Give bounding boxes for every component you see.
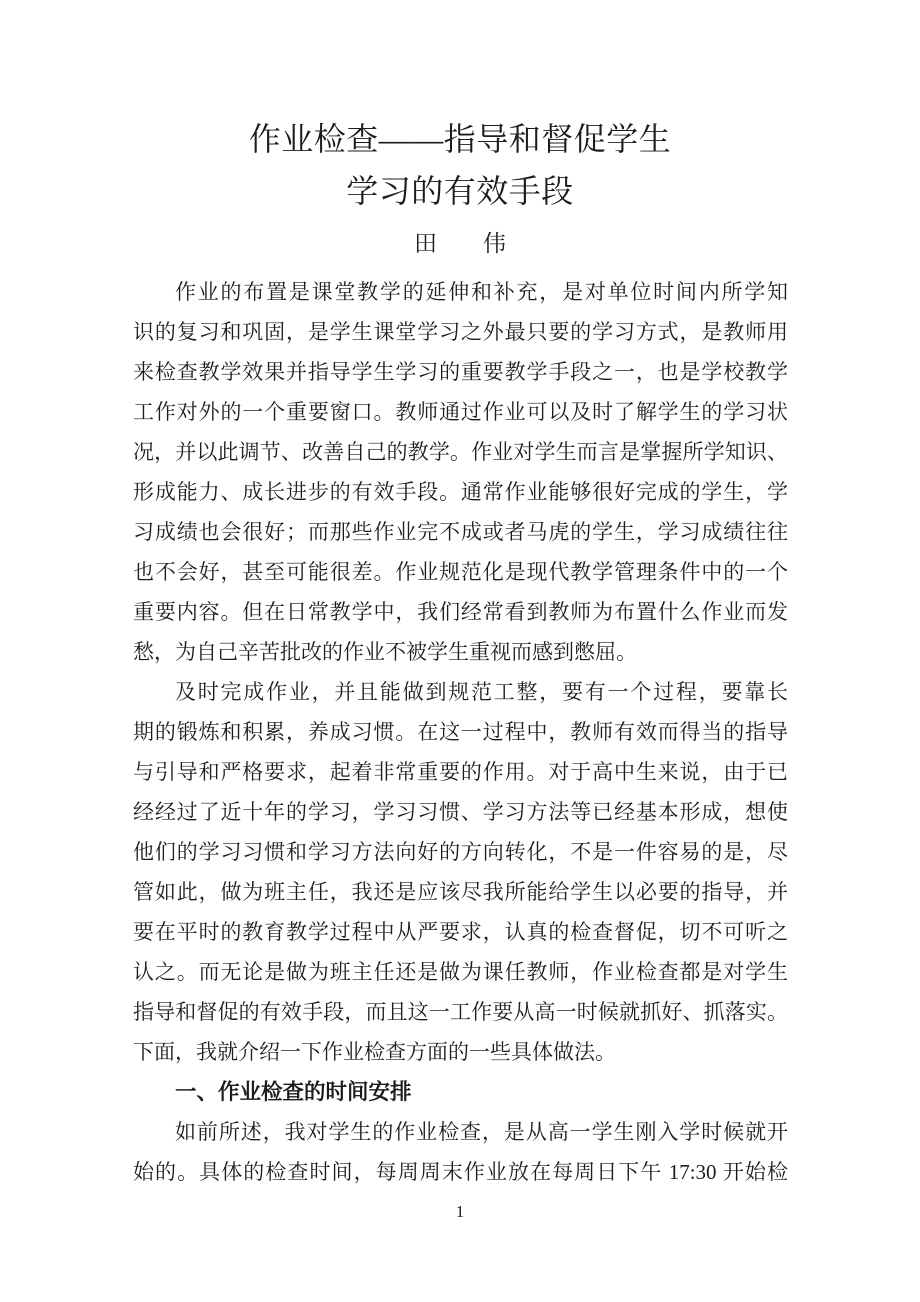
page-number: 1 bbox=[455, 1202, 465, 1221]
title-line-1: 作业检查——指导和督促学生 bbox=[248, 121, 672, 157]
text-line: 期的锻炼和积累，养成习惯。在这一过程中，教师有效而得当的指导 bbox=[133, 720, 788, 744]
text-line: 始的。具体的检查时间，每周周末作业放在每周日下午 17:30 开始检 bbox=[133, 1160, 788, 1184]
text-line: 工作对外的一个重要窗口。教师通过作业可以及时了解学生的学习状 bbox=[133, 400, 788, 424]
text-line: 认之。而无论是做为班主任还是做为课任教师，作业检查都是对学生 bbox=[133, 960, 788, 984]
text-line: 如前所述，我对学生的作业检查，是从高一学生刚入学时候就开 bbox=[175, 1120, 788, 1144]
body-lines bbox=[133, 272, 788, 1192]
author-name: 田 伟 bbox=[414, 231, 506, 256]
document-title bbox=[0, 113, 920, 217]
text-line: 重要内容。但在日常教学中，我们经常看到教师为布置什么作业而发 bbox=[133, 600, 788, 624]
section-heading: 一、作业检查的时间安排 bbox=[175, 1080, 412, 1104]
text-line: 识的复习和巩固，是学生课堂学习之外最只要的学习方式，是教师用 bbox=[133, 320, 788, 344]
text-line: 形成能力、成长进步的有效手段。通常作业能够很好完成的学生，学 bbox=[133, 480, 788, 504]
title-line-2: 学习的有效手段 bbox=[346, 173, 574, 209]
text-line: 经经过了近十年的学习，学习习惯、学习方法等已经基本形成，想使 bbox=[133, 800, 788, 824]
text-line: 况，并以此调节、改善自己的教学。作业对学生而言是掌握所学知识、 bbox=[133, 440, 788, 464]
text-line: 指导和督促的有效手段，而且这一工作要从高一时候就抓好、抓落实。 bbox=[133, 1000, 788, 1024]
text-line: 作业的布置是课堂教学的延伸和补充，是对单位时间内所学知 bbox=[175, 280, 788, 304]
text-line: 也不会好，甚至可能很差。作业规范化是现代教学管理条件中的一个 bbox=[133, 560, 788, 584]
text-line: 下面，我就介绍一下作业检查方面的一些具体做法。 bbox=[133, 1040, 616, 1064]
text-line: 要在平时的教育教学过程中从严要求，认真的检查督促，切不可听之 bbox=[133, 920, 788, 944]
text-line: 愁，为自己辛苦批改的作业不被学生重视而感到憋屈。 bbox=[133, 640, 637, 664]
text-line: 及时完成作业，并且能做到规范工整，要有一个过程，要靠长 bbox=[175, 680, 788, 704]
text-line: 管如此，做为班主任，我还是应该尽我所能给学生以必要的指导，并 bbox=[133, 880, 788, 904]
text-line: 习成绩也会很好；而那些作业完不成或者马虎的学生，学习成绩往往 bbox=[133, 520, 788, 544]
text-line: 来检查教学效果并指导学生学习的重要教学手段之一，也是学校教学 bbox=[133, 360, 788, 384]
text-line: 他们的学习习惯和学习方法向好的方向转化，不是一件容易的是，尽 bbox=[133, 840, 788, 864]
text-line: 与引导和严格要求，起着非常重要的作用。对于高中生来说，由于已 bbox=[133, 760, 788, 784]
